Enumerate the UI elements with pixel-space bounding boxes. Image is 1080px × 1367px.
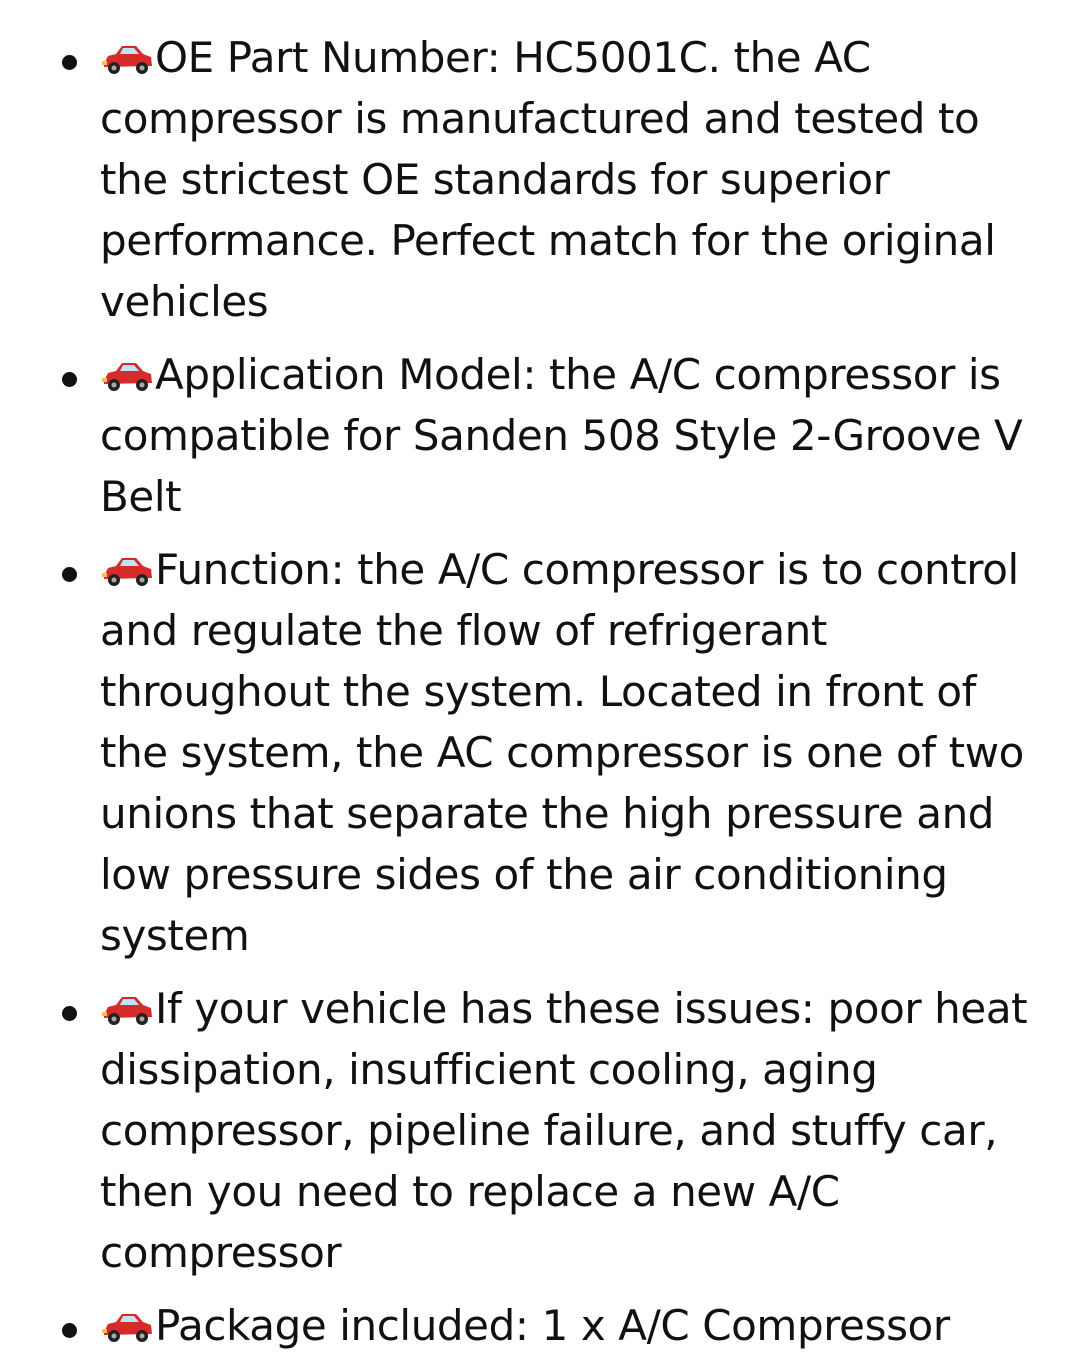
bullet-dot xyxy=(62,1006,77,1021)
bullet-text: Package included: 1 x A/C Compressor xyxy=(155,1301,950,1350)
bullet-dot xyxy=(62,55,77,70)
bullet-text: If your vehicle has these issues: poor heat dissipation, insufficient cooling, aging compressor, pipeline failure, and stuffy car, then you need to replace a new A/C compressor xyxy=(100,984,1028,1277)
bullet-dot xyxy=(62,1323,77,1338)
list-item xyxy=(0,0,1080,332)
red-car-icon xyxy=(100,991,155,1029)
list-item xyxy=(0,1295,1080,1356)
list-item xyxy=(0,539,1080,966)
bullet-text: Application Model: the A/C compressor is compatible for Sanden 508 Style 2-Groove V Belt xyxy=(100,350,1023,521)
bullet-text: OE Part Number: HC5001C. the AC compressor is manufactured and tested to the strictest OE standards for superior performance. Perfect match for the original vehicles xyxy=(100,33,996,326)
red-car-icon xyxy=(100,40,155,78)
red-car-icon xyxy=(100,552,155,590)
red-car-icon xyxy=(100,357,155,395)
list-item xyxy=(0,344,1080,527)
bullet-text: Function: the A/C compressor is to control and regulate the flow of refrigerant throughout the system. Located in front of the system, the AC compressor is one of two unions that separate the high pressure and low pressure sides of the air conditioning system xyxy=(100,545,1024,960)
red-car-icon xyxy=(100,1308,155,1346)
bullet-dot xyxy=(62,567,77,582)
list-item xyxy=(0,978,1080,1283)
bullet-dot xyxy=(62,372,77,387)
